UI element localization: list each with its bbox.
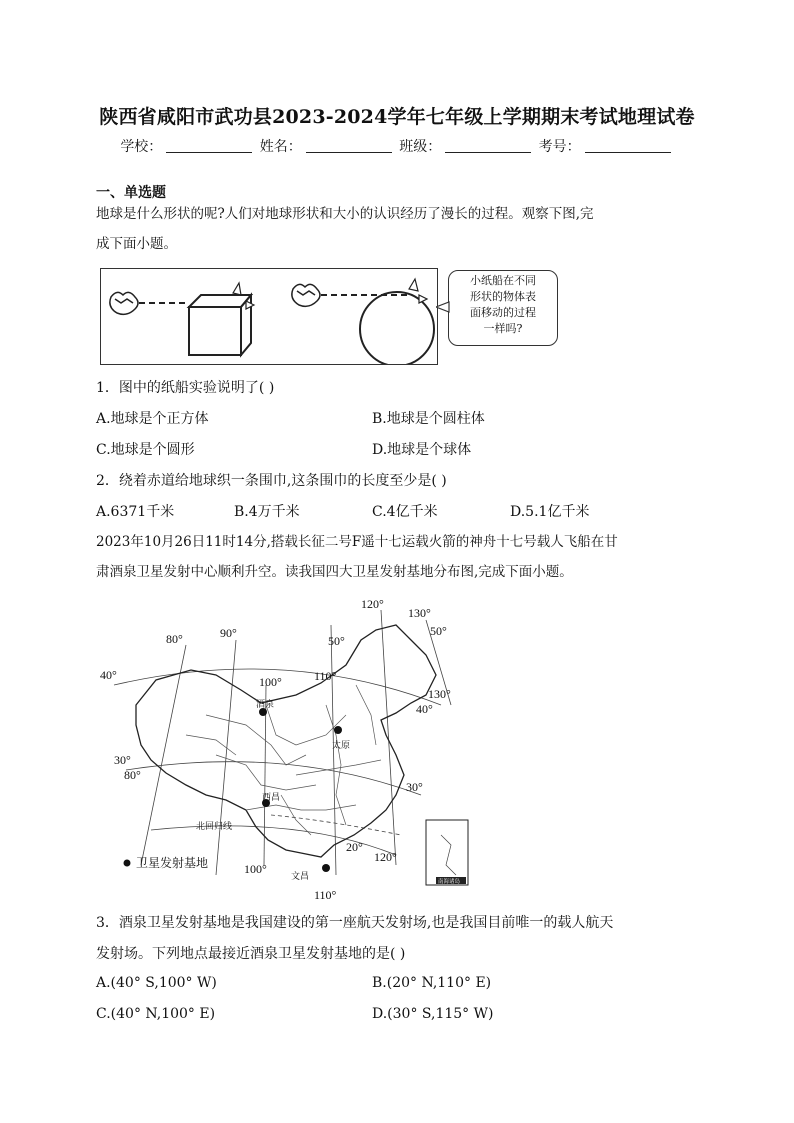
lon-label: 80°: [124, 768, 141, 782]
lon-label: 90°: [220, 626, 237, 640]
question-3-stem-line2: 发射场。下列地点最接近酒泉卫星发射基地的是( ): [96, 946, 406, 962]
bubble-line: 一样吗?: [483, 322, 523, 335]
graticule-lines: [114, 610, 451, 875]
intro2-line1: 2023年10月26日11时14分,搭载长征二号F遥十七运载火箭的神舟十七号载人飞船在甘: [96, 534, 618, 550]
student-info-line: [0, 136, 794, 156]
province-borders: [186, 685, 381, 835]
lat-label: 30°: [406, 780, 423, 794]
bubble-line: 面移动的过程: [470, 306, 536, 319]
lon-label: 80°: [166, 632, 183, 646]
school-label: 学校：: [120, 139, 163, 155]
lat-label: 50°: [328, 634, 345, 648]
q3-option-b[interactable]: B.(20° N,110° E): [372, 975, 492, 991]
bubble-line: 小纸船在不同: [470, 274, 536, 287]
intro1-line2: 成下面小题。: [96, 236, 177, 252]
q2-option-b[interactable]: B.4万千米: [234, 504, 300, 520]
xichang-label: 西昌: [262, 792, 281, 802]
jiuquan-site-marker: [259, 708, 267, 716]
taiyuan-site-marker: [334, 726, 342, 734]
lon-label: 120°: [374, 850, 397, 864]
lon-label: 120°: [361, 597, 384, 611]
jiuquan-label: 酒泉: [256, 699, 275, 709]
name-label: 姓名：: [259, 139, 302, 155]
class-label: 班级：: [399, 139, 442, 155]
lon-label: 110°: [314, 888, 337, 900]
class-field[interactable]: [445, 138, 531, 153]
lat-label: 50°: [430, 624, 447, 638]
intro1-line1: 地球是什么形状的呢?人们对地球形状和大小的认识经历了漫长的过程。观察下图,完: [96, 206, 594, 222]
question-3-stem-line1: 3．酒泉卫星发射基地是我国建设的第一座航天发射场,也是我国目前唯一的载人航天: [96, 915, 614, 931]
intro-paragraph-2: [96, 530, 706, 584]
lon-label: 100°: [244, 862, 267, 876]
q3-option-d[interactable]: D.(30° S,115° W): [372, 1006, 494, 1022]
q2-option-c[interactable]: C.4亿千米: [372, 504, 438, 520]
name-field[interactable]: [306, 138, 392, 153]
inset-label: 南海诸岛: [438, 879, 461, 885]
section-heading: 一、单选题: [96, 185, 166, 201]
lon-label: 100°: [259, 675, 282, 689]
taiyuan-label: 太原: [332, 740, 351, 750]
q3-option-c[interactable]: C.(40° N,100° E): [96, 1006, 216, 1022]
bubble-tail: [436, 300, 450, 314]
lon-label: 130°: [408, 606, 431, 620]
lat-label: 40°: [416, 702, 433, 716]
legend-marker: [124, 860, 131, 867]
q2-option-d[interactable]: D.5.1亿千米: [510, 504, 590, 520]
speech-bubble: [448, 270, 558, 346]
wenchang-site-marker: [322, 864, 330, 872]
lon-label: 110°: [314, 669, 337, 683]
q3-option-a[interactable]: A.(40° S,100° W): [96, 975, 217, 991]
lat-label: 40°: [100, 668, 117, 682]
question-1-stem: 1．图中的纸船实验说明了( ): [96, 380, 275, 396]
wenchang-label: 文昌: [291, 871, 310, 881]
intro-paragraph-1: [96, 202, 706, 256]
lat-label: 30°: [114, 753, 131, 767]
china-outline: [136, 625, 436, 857]
south-sea-inset: [426, 820, 468, 885]
q1-option-b[interactable]: B.地球是个圆柱体: [372, 411, 485, 427]
legend-label: 卫星发射基地: [136, 856, 209, 870]
q1-option-d[interactable]: D.地球是个球体: [372, 442, 472, 458]
q1-option-c[interactable]: C.地球是个圆形: [96, 442, 195, 458]
id-field[interactable]: [585, 138, 671, 153]
q1-option-a[interactable]: A.地球是个正方体: [96, 411, 209, 427]
lat-label: 20°: [346, 840, 363, 854]
lon-label: 130°: [428, 687, 451, 701]
id-label: 考号：: [538, 139, 581, 155]
bubble-line: 形状的物体表: [470, 290, 536, 303]
question-2-stem: 2．绕着赤道给地球织一条围巾,这条围巾的长度至少是( ): [96, 473, 447, 489]
paper-boat-figure: [100, 268, 438, 365]
tropic-label: 北回归线: [196, 821, 233, 831]
paper-boat-illustration: [101, 269, 437, 364]
intro2-line2: 肃酒泉卫星发射中心顺利升空。读我国四大卫星发射基地分布图,完成下面小题。: [96, 564, 573, 580]
china-launch-sites-map: [96, 595, 476, 900]
q2-option-a[interactable]: A.6371千米: [96, 504, 175, 520]
school-field[interactable]: [166, 138, 252, 153]
page-title: 陕西省咸阳市武功县2023-2024学年七年级上学期期末考试地理试卷: [99, 106, 695, 128]
